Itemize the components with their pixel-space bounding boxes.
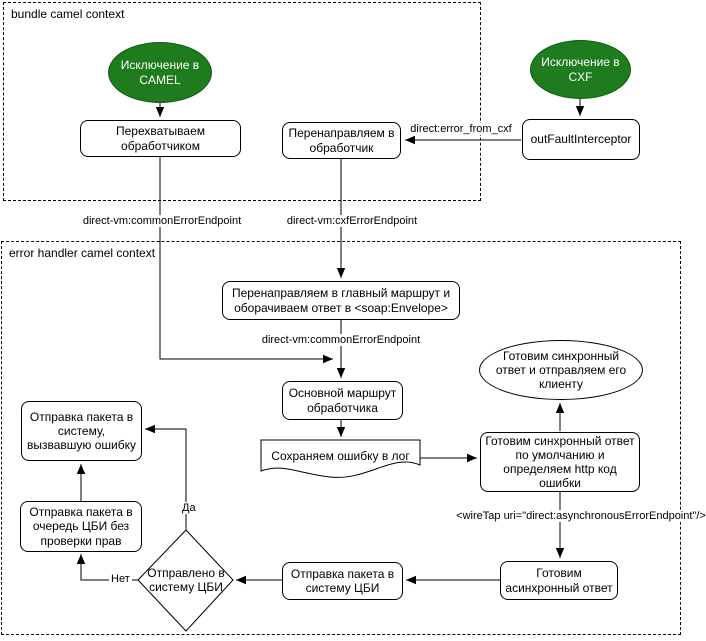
node-send-to-cbi: Отправка пакета в систему ЦБИ: [282, 562, 403, 600]
node-main-handler-route: Основной маршрут обработчика: [282, 381, 403, 420]
node-exception-camel: Исключение в CAMEL: [108, 42, 212, 103]
node-redirect-to-handler: Перенаправляем в обработчик: [282, 122, 401, 159]
error-handler-context-label: error handler camel context: [9, 246, 156, 260]
node-sync-default-reply: Готовим синхронный ответ по умолчанию и определяем http код ошибки: [480, 432, 640, 492]
node-async-reply: Готовим асинхронный ответ: [500, 561, 618, 600]
node-exception-cxf: Исключение в CXF: [530, 40, 631, 99]
node-wrap-soap-envelope: Перенаправляем в главный маршрут и оборачиваем ответ в <soap:Envelope>: [222, 281, 460, 320]
edge-label-no: Нет: [111, 573, 130, 585]
node-outfaultinterceptor: outFaultInterceptor: [522, 119, 640, 160]
edge-label-wiretap: <wireTap uri="direct:asynchronousErrorEndpoint"/>: [456, 510, 706, 522]
edge-intercept-to-mainroute: [160, 157, 333, 359]
node-send-to-origin-system: Отправка пакета в систему, вызвавшую ошибку: [21, 401, 142, 461]
node-queue-cbi-no-check: Отправка пакета в очередь ЦБИ без проверки прав: [20, 501, 142, 552]
edge-decision-yes-to-caller: [145, 429, 186, 530]
node-log-error: Сохраняем ошибку в лог: [271, 448, 410, 463]
edge-label-common-error-endpoint-2: direct-vm:commonErrorEndpoint: [261, 334, 421, 346]
node-intercept-handler: Перехватываем обработчиком: [80, 120, 241, 157]
edge-label-common-error-endpoint-1: direct-vm:commonErrorEndpoint: [82, 215, 242, 227]
bundle-camel-context-label: bundle camel context: [11, 7, 125, 21]
edge-label-yes: Да: [182, 502, 196, 514]
edge-label-error-from-cxf: direct:error_from_cxf: [410, 123, 512, 135]
edge-label-cxf-error-endpoint: direct-vm:cxfErrorEndpoint: [286, 215, 418, 227]
node-sync-reply-to-client: Готовим синхронный ответ и отправляем его клиенту: [479, 340, 643, 400]
node-decision-sent-to-cbi: Отправлено в систему ЦБИ: [147, 565, 225, 594]
